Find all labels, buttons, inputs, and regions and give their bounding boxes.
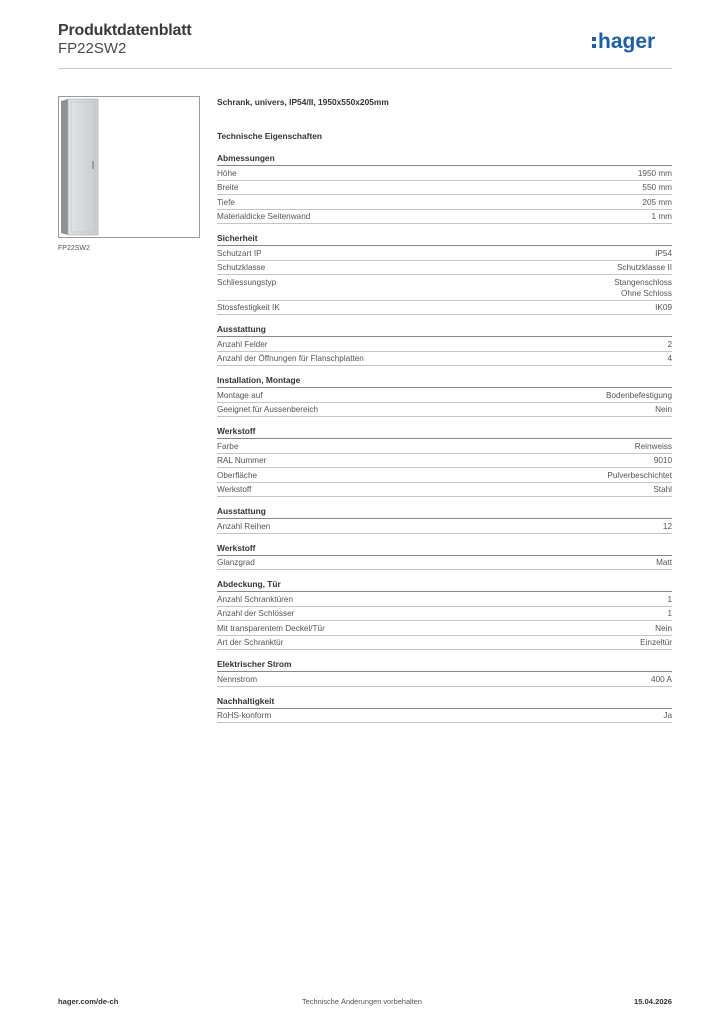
footer-date: 15.04.2026 — [633, 997, 672, 1006]
property-label: Geeignet für Aussenbereich — [217, 405, 319, 414]
section-title: Nachhaltigkeit — [217, 695, 672, 709]
property-row — [217, 403, 672, 418]
property-label: Art der Schranktür — [217, 638, 284, 647]
property-label: Glanzgrad — [217, 558, 255, 567]
property-label: Höhe — [217, 168, 237, 178]
property-value — [617, 262, 672, 273]
property-value — [614, 277, 672, 299]
property-label: Stossfestigkeit IK — [217, 303, 280, 312]
property-value-line: Matt — [656, 558, 672, 567]
property-label: Tiefe — [217, 197, 235, 207]
property-value — [656, 557, 672, 568]
property-row — [217, 454, 672, 469]
section-title: Abmessungen — [217, 152, 672, 166]
property-value-line: 550 mm — [642, 183, 672, 192]
property-label: Mit transparentem Deckel/Tür — [217, 623, 325, 633]
property-value — [655, 302, 672, 313]
property-label: Anzahl Felder — [217, 339, 268, 349]
property-row — [217, 181, 672, 196]
property-row — [217, 337, 672, 352]
property-label: Schutzart IP — [217, 248, 262, 258]
page-header — [58, 20, 672, 68]
property-section — [217, 695, 672, 724]
property-value-line: Stahl — [653, 485, 672, 494]
property-value — [667, 594, 672, 605]
property-label: Farbe — [217, 441, 239, 451]
product-code: FP22SW2 — [58, 40, 127, 57]
property-label: RoHS-konform — [217, 711, 272, 720]
property-row — [217, 210, 672, 225]
datasheet-content — [217, 96, 672, 723]
section-title: Abdeckung, Tür — [217, 578, 672, 592]
property-row — [217, 439, 672, 454]
property-section — [217, 542, 672, 571]
property-row — [217, 556, 672, 571]
property-value-line: 400 A — [651, 674, 672, 684]
property-value-line: 205 mm — [642, 197, 672, 207]
property-value-line: Nein — [655, 623, 672, 633]
property-row — [217, 468, 672, 483]
property-row — [217, 195, 672, 210]
property-value-line: Nein — [655, 405, 672, 414]
document-title: Produktdatenblatt — [58, 22, 192, 39]
property-value-line: 1950 mm — [637, 168, 672, 178]
property-value — [640, 637, 672, 648]
property-row — [217, 607, 672, 622]
property-row — [217, 519, 672, 534]
property-value — [655, 404, 672, 415]
property-label: Anzahl Reihen — [217, 521, 271, 531]
property-row — [217, 352, 672, 367]
property-value — [663, 521, 672, 532]
image-caption: FP22SW2 — [58, 245, 90, 252]
footer-notice: Technische Änderungen vorbehalten — [302, 997, 422, 1006]
property-value — [655, 623, 672, 634]
footer-website[interactable]: hager.com/de-ch — [58, 997, 119, 1006]
property-row — [217, 261, 672, 276]
property-section — [217, 152, 672, 224]
property-label: Anzahl Schranktüren — [217, 594, 294, 604]
property-section — [217, 578, 672, 650]
property-section — [217, 374, 672, 417]
property-value — [642, 197, 672, 208]
property-value — [635, 441, 672, 452]
property-row — [217, 621, 672, 636]
hager-logo — [592, 26, 672, 56]
property-value — [653, 484, 672, 495]
property-row — [217, 301, 672, 316]
section-title: Ausstattung — [217, 505, 672, 519]
property-value — [655, 248, 672, 259]
property-label: Anzahl der Schlösser — [217, 609, 295, 618]
property-value-line: Stangenschloss — [614, 277, 672, 287]
property-row — [217, 388, 672, 403]
property-sections — [217, 152, 672, 723]
property-value-line: Bodenbefestigung — [605, 390, 672, 400]
property-section — [217, 232, 672, 315]
property-row — [217, 275, 672, 301]
property-row — [217, 246, 672, 261]
section-title: Werkstoff — [217, 542, 672, 556]
property-label: Oberfläche — [217, 470, 258, 480]
property-section — [217, 425, 672, 497]
property-label: Nennstrom — [217, 674, 258, 684]
property-value-line: Pulverbeschichtet — [607, 470, 672, 480]
section-title: Installation, Montage — [217, 374, 672, 388]
property-label: Anzahl der Öffnungen für Flanschplatten — [217, 354, 364, 363]
property-value-line: 4 — [667, 354, 672, 363]
property-value — [663, 710, 672, 721]
product-image — [58, 96, 200, 238]
property-value-line: 1 — [667, 609, 672, 618]
property-section — [217, 505, 672, 534]
property-value — [651, 674, 672, 685]
property-label: Schliessungstyp — [217, 277, 277, 287]
property-label: Breite — [217, 183, 239, 192]
section-title: Sicherheit — [217, 232, 672, 246]
property-value-line: Schutzklasse II — [616, 263, 672, 272]
section-title: Werkstoff — [217, 425, 672, 439]
property-label: Werkstoff — [217, 485, 252, 494]
property-label: Schutzklasse — [217, 263, 266, 272]
technical-properties-heading: Technische Eigenschaften — [217, 131, 323, 141]
property-value — [607, 470, 672, 481]
product-description: Schrank, univers, IP54/II, 1950x550x205mm — [217, 97, 389, 107]
property-value-line: Reinweiss — [634, 441, 672, 451]
property-value-line: Ja — [663, 711, 672, 720]
property-label: Montage auf — [217, 390, 263, 400]
property-value — [667, 608, 672, 619]
property-value-line: 1 — [667, 594, 672, 604]
property-label: RAL Nummer — [217, 456, 267, 465]
property-value-line: 2 — [667, 339, 672, 349]
property-label: Materialdicke Seitenwand — [217, 212, 311, 221]
property-value — [652, 211, 672, 222]
property-value — [642, 182, 672, 193]
property-value-line: IP54 — [655, 248, 672, 258]
property-section — [217, 323, 672, 366]
property-row — [217, 483, 672, 498]
section-title: Elektrischer Strom — [217, 658, 672, 672]
property-value-line: Einzeltür — [640, 638, 672, 647]
property-value — [667, 353, 672, 364]
property-row — [217, 636, 672, 651]
property-value-line: 12 — [662, 521, 672, 531]
property-value-line: 1 mm — [651, 212, 672, 221]
property-value-line: Ohne Schloss — [621, 288, 672, 298]
property-row — [217, 672, 672, 687]
property-row — [217, 592, 672, 607]
property-row — [217, 166, 672, 181]
property-value — [667, 339, 672, 350]
header-divider — [58, 68, 672, 69]
cabinet-illustration — [59, 97, 199, 237]
logo-wordmark: hager — [598, 30, 656, 53]
property-value — [638, 168, 672, 179]
property-section — [217, 658, 672, 687]
property-value — [654, 455, 672, 466]
property-value-line: IK09 — [655, 303, 672, 312]
property-value-line: 9010 — [653, 456, 672, 465]
property-value — [606, 390, 672, 401]
property-row — [217, 709, 672, 724]
section-title: Ausstattung — [217, 323, 672, 337]
